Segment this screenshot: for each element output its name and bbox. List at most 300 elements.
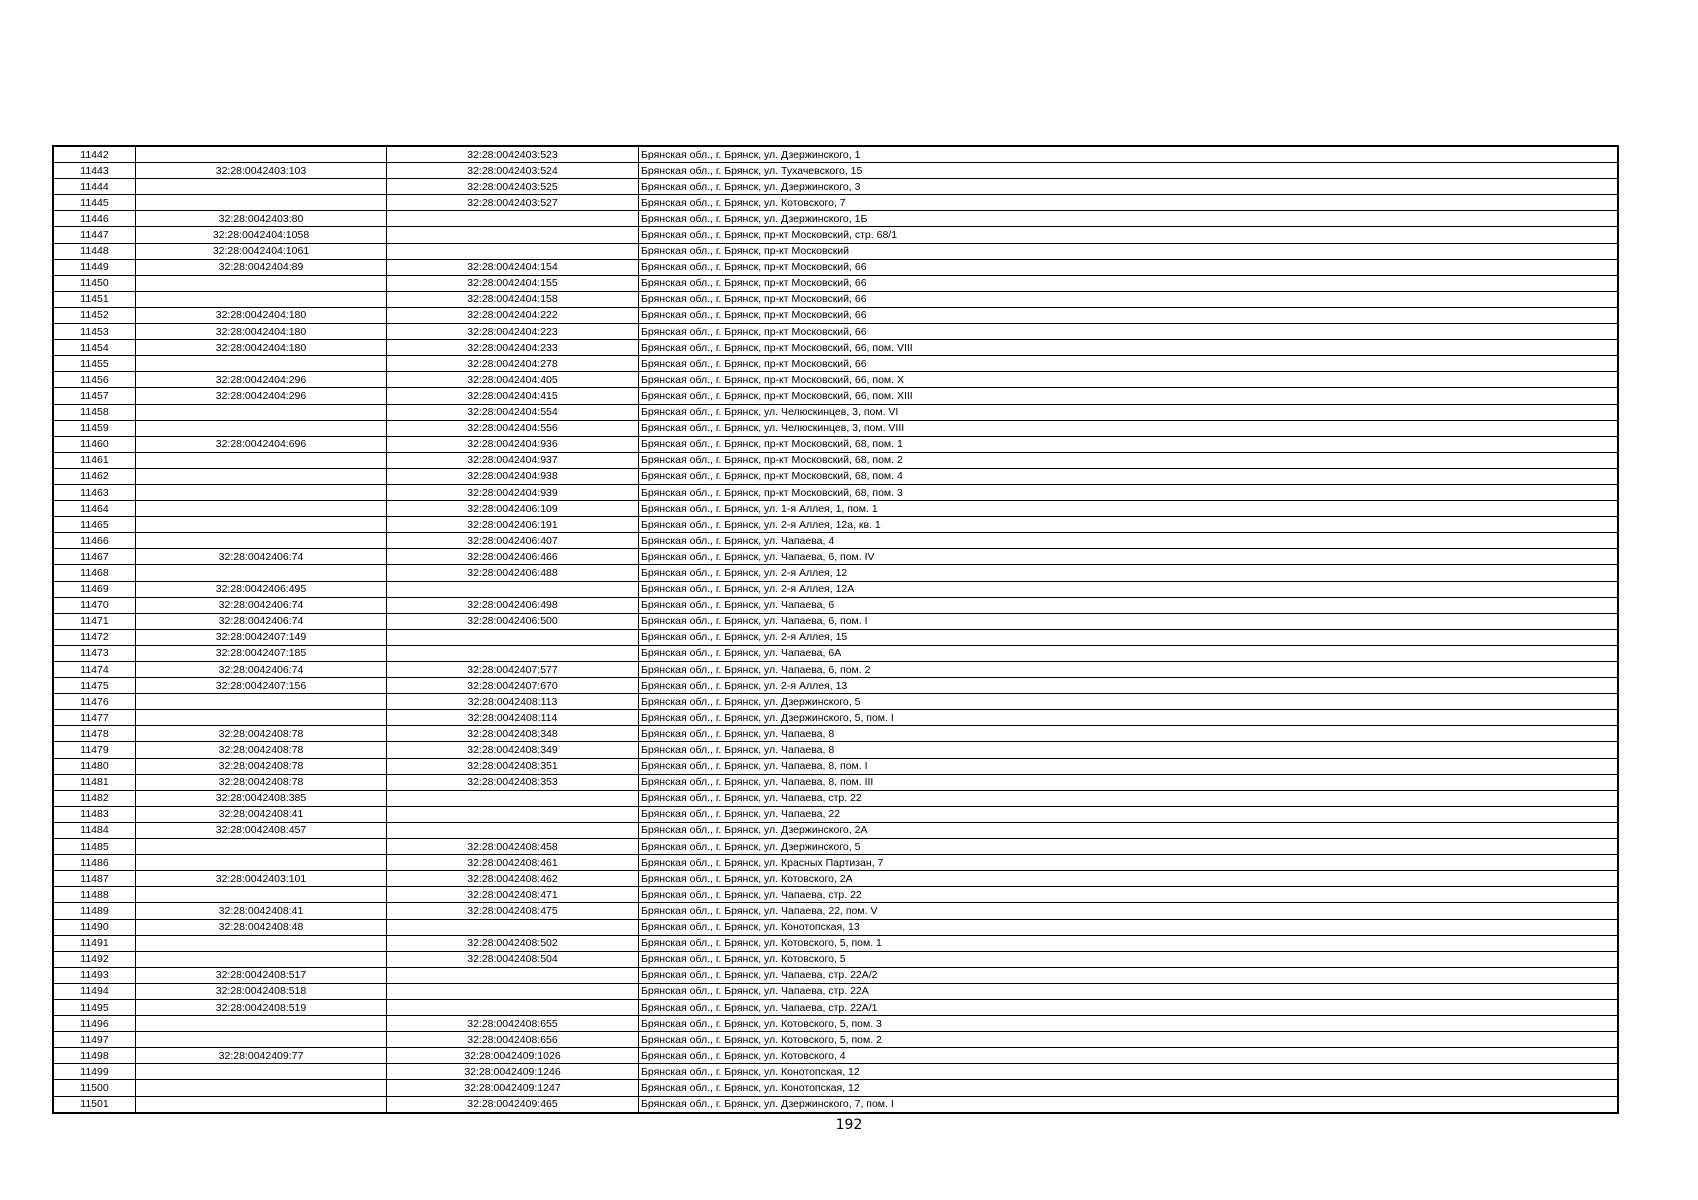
parcel-number-cell: 32:28:0042408:78 — [136, 742, 387, 758]
row-number-cell: 11455 — [53, 356, 136, 372]
row-number-cell: 11452 — [53, 307, 136, 323]
parcel-number-cell: 32:28:0042404:296 — [136, 388, 387, 404]
building-number-cell: 32:28:0042404:556 — [387, 420, 639, 436]
building-number-cell — [387, 629, 639, 645]
parcel-number-cell — [136, 179, 387, 195]
parcel-number-cell — [136, 452, 387, 468]
address-cell: Брянская обл., г. Брянск, ул. Чапаева, стр. 22А/1 — [639, 999, 1619, 1015]
row-number-cell: 11501 — [53, 1096, 136, 1113]
building-number-cell: 32:28:0042408:461 — [387, 855, 639, 871]
table-row — [53, 581, 1618, 597]
building-number-cell — [387, 822, 639, 838]
row-number-cell: 11484 — [53, 822, 136, 838]
row-number-cell: 11468 — [53, 565, 136, 581]
table-row — [53, 1048, 1618, 1064]
parcel-number-cell: 32:28:0042408:385 — [136, 790, 387, 806]
table-row — [53, 967, 1618, 983]
address-cell: Брянская обл., г. Брянск, ул. 2-я Аллея, 12а, кв. 1 — [639, 517, 1619, 533]
table-row — [53, 388, 1618, 404]
address-cell: Брянская обл., г. Брянск, ул. Котовского, 4 — [639, 1048, 1619, 1064]
table-row — [53, 983, 1618, 999]
parcel-number-cell — [136, 887, 387, 903]
page-number: 192 — [835, 1117, 863, 1133]
address-cell: Брянская обл., г. Брянск, ул. Котовского, 2А — [639, 871, 1619, 887]
row-number-cell: 11465 — [53, 517, 136, 533]
row-number-cell: 11496 — [53, 1016, 136, 1032]
building-number-cell — [387, 227, 639, 243]
building-number-cell: 32:28:0042404:936 — [387, 436, 639, 452]
parcel-number-cell: 32:28:0042408:41 — [136, 806, 387, 822]
table-row — [53, 710, 1618, 726]
parcel-number-cell: 32:28:0042404:296 — [136, 372, 387, 388]
address-cell: Брянская обл., г. Брянск, ул. Конотопская, 13 — [639, 919, 1619, 935]
row-number-cell: 11499 — [53, 1064, 136, 1080]
address-cell: Брянская обл., г. Брянск, пр-кт Московский, 66 — [639, 356, 1619, 372]
table-row — [53, 1096, 1618, 1113]
row-number-cell: 11498 — [53, 1048, 136, 1064]
building-number-cell: 32:28:0042404:233 — [387, 340, 639, 356]
parcel-number-cell — [136, 1032, 387, 1048]
address-cell: Брянская обл., г. Брянск, ул. Чапаева, 4 — [639, 533, 1619, 549]
parcel-number-cell — [136, 565, 387, 581]
table-row — [53, 1064, 1618, 1080]
address-cell: Брянская обл., г. Брянск, ул. Чапаева, 8, пом. I — [639, 758, 1619, 774]
building-number-cell: 32:28:0042406:488 — [387, 565, 639, 581]
table-row — [53, 774, 1618, 790]
row-number-cell: 11467 — [53, 549, 136, 565]
parcel-number-cell — [136, 468, 387, 484]
row-number-cell: 11490 — [53, 919, 136, 935]
address-cell: Брянская обл., г. Брянск, пр-кт Московский, 68, пом. 4 — [639, 468, 1619, 484]
parcel-number-cell: 32:28:0042408:78 — [136, 774, 387, 790]
address-cell: Брянская обл., г. Брянск, ул. Чапаева, 8, пом. III — [639, 774, 1619, 790]
table-row — [53, 758, 1618, 774]
row-number-cell: 11469 — [53, 581, 136, 597]
row-number-cell: 11463 — [53, 484, 136, 500]
address-cell: Брянская обл., г. Брянск, ул. Дзержинского, 1Б — [639, 211, 1619, 227]
parcel-number-cell — [136, 484, 387, 500]
building-number-cell: 32:28:0042404:223 — [387, 324, 639, 340]
address-cell: Брянская обл., г. Брянск, ул. Чапаева, стр. 22 — [639, 887, 1619, 903]
row-number-cell: 11446 — [53, 211, 136, 227]
table-row — [53, 372, 1618, 388]
parcel-number-cell: 32:28:0042404:180 — [136, 307, 387, 323]
parcel-number-cell — [136, 404, 387, 420]
building-number-cell: 32:28:0042408:462 — [387, 871, 639, 887]
building-number-cell: 32:28:0042408:655 — [387, 1016, 639, 1032]
row-number-cell: 11494 — [53, 983, 136, 999]
table-row — [53, 484, 1618, 500]
table-row — [53, 356, 1618, 372]
row-number-cell: 11464 — [53, 501, 136, 517]
parcel-number-cell: 32:28:0042409:77 — [136, 1048, 387, 1064]
building-number-cell — [387, 999, 639, 1015]
parcel-number-cell: 32:28:0042404:180 — [136, 324, 387, 340]
row-number-cell: 11460 — [53, 436, 136, 452]
table-row — [53, 404, 1618, 420]
building-number-cell: 32:28:0042408:351 — [387, 758, 639, 774]
row-number-cell: 11470 — [53, 597, 136, 613]
address-cell: Брянская обл., г. Брянск, пр-кт Московский, 66 — [639, 324, 1619, 340]
table-row — [53, 291, 1618, 307]
building-number-cell: 32:28:0042407:670 — [387, 678, 639, 694]
table-row — [53, 211, 1618, 227]
row-number-cell: 11459 — [53, 420, 136, 436]
table-row — [53, 275, 1618, 291]
row-number-cell: 11473 — [53, 645, 136, 661]
row-number-cell: 11479 — [53, 742, 136, 758]
row-number-cell: 11482 — [53, 790, 136, 806]
building-number-cell: 32:28:0042404:937 — [387, 452, 639, 468]
parcel-number-cell: 32:28:0042406:74 — [136, 549, 387, 565]
table-row — [53, 324, 1618, 340]
parcel-number-cell — [136, 951, 387, 967]
address-cell: Брянская обл., г. Брянск, ул. 1-я Аллея, 1, пом. 1 — [639, 501, 1619, 517]
address-cell: Брянская обл., г. Брянск, пр-кт Московский, стр. 68/1 — [639, 227, 1619, 243]
row-number-cell: 11454 — [53, 340, 136, 356]
row-number-cell: 11477 — [53, 710, 136, 726]
building-number-cell: 32:28:0042408:458 — [387, 839, 639, 855]
table-row — [53, 678, 1618, 694]
table-row — [53, 227, 1618, 243]
parcel-number-cell — [136, 533, 387, 549]
address-cell: Брянская обл., г. Брянск, пр-кт Московский, 66 — [639, 291, 1619, 307]
parcel-number-cell — [136, 517, 387, 533]
row-number-cell: 11444 — [53, 179, 136, 195]
row-number-cell: 11443 — [53, 163, 136, 179]
building-number-cell: 32:28:0042404:938 — [387, 468, 639, 484]
address-cell: Брянская обл., г. Брянск, ул. Дзержинского, 5 — [639, 694, 1619, 710]
building-number-cell: 32:28:0042408:113 — [387, 694, 639, 710]
building-number-cell: 32:28:0042404:155 — [387, 275, 639, 291]
parcel-number-cell: 32:28:0042403:80 — [136, 211, 387, 227]
address-cell: Брянская обл., г. Брянск, ул. Чапаева, 6, пом. IV — [639, 549, 1619, 565]
parcel-number-cell: 32:28:0042408:48 — [136, 919, 387, 935]
row-number-cell: 11448 — [53, 243, 136, 259]
table-row — [53, 790, 1618, 806]
building-number-cell — [387, 806, 639, 822]
address-cell: Брянская обл., г. Брянск, ул. 2-я Аллея, 12 — [639, 565, 1619, 581]
table-row — [53, 694, 1618, 710]
table-row — [53, 307, 1618, 323]
parcel-number-cell: 32:28:0042404:1061 — [136, 243, 387, 259]
address-cell: Брянская обл., г. Брянск, пр-кт Московский, 66, пом. XIII — [639, 388, 1619, 404]
building-number-cell: 32:28:0042408:475 — [387, 903, 639, 919]
building-number-cell — [387, 967, 639, 983]
table-row — [53, 726, 1618, 742]
table-row — [53, 1032, 1618, 1048]
parcel-number-cell: 32:28:0042408:78 — [136, 758, 387, 774]
parcel-number-cell — [136, 420, 387, 436]
address-cell: Брянская обл., г. Брянск, ул. Дзержинского, 2А — [639, 822, 1619, 838]
table-row — [53, 420, 1618, 436]
parcel-number-cell: 32:28:0042406:74 — [136, 662, 387, 678]
address-cell: Брянская обл., г. Брянск, ул. Котовского, 5, пом. 2 — [639, 1032, 1619, 1048]
row-number-cell: 11447 — [53, 227, 136, 243]
address-cell: Брянская обл., г. Брянск, пр-кт Московский, 68, пом. 1 — [639, 436, 1619, 452]
row-number-cell: 11472 — [53, 629, 136, 645]
row-number-cell: 11495 — [53, 999, 136, 1015]
table-row — [53, 243, 1618, 259]
address-cell: Брянская обл., г. Брянск, ул. Котовского, 5, пом. 3 — [639, 1016, 1619, 1032]
parcel-number-cell — [136, 356, 387, 372]
address-cell: Брянская обл., г. Брянск, ул. 2-я Аллея, 12А — [639, 581, 1619, 597]
address-cell: Брянская обл., г. Брянск, ул. Тухачевского, 15 — [639, 163, 1619, 179]
row-number-cell: 11449 — [53, 259, 136, 275]
parcel-number-cell — [136, 839, 387, 855]
address-cell: Брянская обл., г. Брянск, ул. Конотопская, 12 — [639, 1080, 1619, 1096]
address-cell: Брянская обл., г. Брянск, ул. 2-я Аллея, 15 — [639, 629, 1619, 645]
address-cell: Брянская обл., г. Брянск, пр-кт Московский, 68, пом. 2 — [639, 452, 1619, 468]
row-number-cell: 11445 — [53, 195, 136, 211]
parcel-number-cell: 32:28:0042403:101 — [136, 871, 387, 887]
building-number-cell: 32:28:0042404:222 — [387, 307, 639, 323]
address-cell: Брянская обл., г. Брянск, ул. Дзержинского, 5 — [639, 839, 1619, 855]
table-row — [53, 179, 1618, 195]
parcel-number-cell — [136, 195, 387, 211]
building-number-cell: 32:28:0042408:353 — [387, 774, 639, 790]
building-number-cell: 32:28:0042406:500 — [387, 613, 639, 629]
address-cell: Брянская обл., г. Брянск, пр-кт Московский, 66, пом. X — [639, 372, 1619, 388]
table-row — [53, 951, 1618, 967]
table-row — [53, 839, 1618, 855]
building-number-cell — [387, 645, 639, 661]
row-number-cell: 11442 — [53, 146, 136, 163]
parcel-number-cell — [136, 501, 387, 517]
building-number-cell: 32:28:0042403:527 — [387, 195, 639, 211]
building-number-cell: 32:28:0042408:504 — [387, 951, 639, 967]
address-cell: Брянская обл., г. Брянск, ул. 2-я Аллея, 13 — [639, 678, 1619, 694]
building-number-cell: 32:28:0042407:577 — [387, 662, 639, 678]
row-number-cell: 11497 — [53, 1032, 136, 1048]
table-row — [53, 855, 1618, 871]
table-row — [53, 645, 1618, 661]
row-number-cell: 11478 — [53, 726, 136, 742]
table-row — [53, 806, 1618, 822]
address-cell: Брянская обл., г. Брянск, ул. Дзержинского, 3 — [639, 179, 1619, 195]
registry-table-body — [53, 146, 1618, 1113]
table-row — [53, 146, 1618, 163]
parcel-number-cell: 32:28:0042408:41 — [136, 903, 387, 919]
parcel-number-cell: 32:28:0042408:517 — [136, 967, 387, 983]
address-cell: Брянская обл., г. Брянск, пр-кт Московский, 66 — [639, 259, 1619, 275]
building-number-cell: 32:28:0042404:415 — [387, 388, 639, 404]
table-row — [53, 259, 1618, 275]
table-row — [53, 468, 1618, 484]
table-row — [53, 195, 1618, 211]
address-cell: Брянская обл., г. Брянск, ул. Челюскинцев, 3, пом. VI — [639, 404, 1619, 420]
address-cell: Брянская обл., г. Брянск, ул. Чапаева, 6 — [639, 597, 1619, 613]
address-cell: Брянская обл., г. Брянск, пр-кт Московский, 66 — [639, 275, 1619, 291]
parcel-number-cell — [136, 935, 387, 951]
building-number-cell: 32:28:0042408:348 — [387, 726, 639, 742]
table-row — [53, 1016, 1618, 1032]
row-number-cell: 11485 — [53, 839, 136, 855]
address-cell: Брянская обл., г. Брянск, ул. Конотопская, 12 — [639, 1064, 1619, 1080]
parcel-number-cell: 32:28:0042407:149 — [136, 629, 387, 645]
parcel-number-cell: 32:28:0042406:495 — [136, 581, 387, 597]
address-cell: Брянская обл., г. Брянск, пр-кт Московский, 68, пом. 3 — [639, 484, 1619, 500]
address-cell: Брянская обл., г. Брянск, ул. Котовского, 5, пом. 1 — [639, 935, 1619, 951]
row-number-cell: 11474 — [53, 662, 136, 678]
parcel-number-cell — [136, 1016, 387, 1032]
building-number-cell: 32:28:0042409:1247 — [387, 1080, 639, 1096]
building-number-cell: 32:28:0042408:114 — [387, 710, 639, 726]
row-number-cell: 11476 — [53, 694, 136, 710]
parcel-number-cell: 32:28:0042408:78 — [136, 726, 387, 742]
parcel-number-cell — [136, 1080, 387, 1096]
address-cell: Брянская обл., г. Брянск, ул. Чапаева, 6, пом. I — [639, 613, 1619, 629]
parcel-number-cell — [136, 291, 387, 307]
building-number-cell: 32:28:0042404:554 — [387, 404, 639, 420]
building-number-cell: 32:28:0042406:498 — [387, 597, 639, 613]
building-number-cell: 32:28:0042404:405 — [387, 372, 639, 388]
building-number-cell: 32:28:0042404:158 — [387, 291, 639, 307]
address-cell: Брянская обл., г. Брянск, ул. Красных Партизан, 7 — [639, 855, 1619, 871]
row-number-cell: 11491 — [53, 935, 136, 951]
table-row — [53, 1080, 1618, 1096]
building-number-cell: 32:28:0042404:278 — [387, 356, 639, 372]
parcel-number-cell: 32:28:0042404:89 — [136, 259, 387, 275]
table-row — [53, 533, 1618, 549]
row-number-cell: 11457 — [53, 388, 136, 404]
address-cell: Брянская обл., г. Брянск, пр-кт Московский — [639, 243, 1619, 259]
table-row — [53, 517, 1618, 533]
building-number-cell: 32:28:0042406:109 — [387, 501, 639, 517]
address-cell: Брянская обл., г. Брянск, ул. Чапаева, 22 — [639, 806, 1619, 822]
building-number-cell: 32:28:0042406:191 — [387, 517, 639, 533]
building-number-cell: 32:28:0042408:502 — [387, 935, 639, 951]
row-number-cell: 11487 — [53, 871, 136, 887]
parcel-number-cell — [136, 1064, 387, 1080]
parcel-number-cell: 32:28:0042408:518 — [136, 983, 387, 999]
building-number-cell: 32:28:0042409:1026 — [387, 1048, 639, 1064]
parcel-number-cell — [136, 855, 387, 871]
address-cell: Брянская обл., г. Брянск, ул. Котовского, 5 — [639, 951, 1619, 967]
table-row — [53, 887, 1618, 903]
parcel-number-cell: 32:28:0042408:519 — [136, 999, 387, 1015]
building-number-cell: 32:28:0042409:465 — [387, 1096, 639, 1113]
address-cell: Брянская обл., г. Брянск, ул. Дзержинского, 5, пом. I — [639, 710, 1619, 726]
row-number-cell: 11489 — [53, 903, 136, 919]
table-row — [53, 919, 1618, 935]
building-number-cell: 32:28:0042404:939 — [387, 484, 639, 500]
parcel-number-cell: 32:28:0042408:457 — [136, 822, 387, 838]
table-row — [53, 999, 1618, 1015]
row-number-cell: 11492 — [53, 951, 136, 967]
building-number-cell: 32:28:0042403:523 — [387, 146, 639, 163]
address-cell: Брянская обл., г. Брянск, ул. Чапаева, 8 — [639, 726, 1619, 742]
parcel-number-cell: 32:28:0042404:696 — [136, 436, 387, 452]
table-row — [53, 613, 1618, 629]
building-number-cell: 32:28:0042408:349 — [387, 742, 639, 758]
table-row — [53, 163, 1618, 179]
row-number-cell: 11493 — [53, 967, 136, 983]
table-row — [53, 452, 1618, 468]
row-number-cell: 11500 — [53, 1080, 136, 1096]
row-number-cell: 11471 — [53, 613, 136, 629]
row-number-cell: 11475 — [53, 678, 136, 694]
building-number-cell: 32:28:0042406:466 — [387, 549, 639, 565]
table-row — [53, 629, 1618, 645]
building-number-cell: 32:28:0042408:656 — [387, 1032, 639, 1048]
table-row — [53, 597, 1618, 613]
address-cell: Брянская обл., г. Брянск, ул. Чапаева, 22, пом. V — [639, 903, 1619, 919]
address-cell: Брянская обл., г. Брянск, ул. Чапаева, стр. 22 — [639, 790, 1619, 806]
row-number-cell: 11486 — [53, 855, 136, 871]
row-number-cell: 11461 — [53, 452, 136, 468]
parcel-number-cell — [136, 275, 387, 291]
building-number-cell — [387, 243, 639, 259]
address-cell: Брянская обл., г. Брянск, ул. Чапаева, 8 — [639, 742, 1619, 758]
table-row — [53, 436, 1618, 452]
address-cell: Брянская обл., г. Брянск, ул. Дзержинского, 1 — [639, 146, 1619, 163]
table-row — [53, 549, 1618, 565]
building-number-cell: 32:28:0042404:154 — [387, 259, 639, 275]
parcel-number-cell — [136, 694, 387, 710]
parcel-number-cell: 32:28:0042406:74 — [136, 597, 387, 613]
row-number-cell: 11488 — [53, 887, 136, 903]
parcel-number-cell: 32:28:0042407:185 — [136, 645, 387, 661]
table-row — [53, 903, 1618, 919]
table-row — [53, 501, 1618, 517]
parcel-number-cell: 32:28:0042404:1058 — [136, 227, 387, 243]
building-number-cell — [387, 983, 639, 999]
row-number-cell: 11456 — [53, 372, 136, 388]
parcel-number-cell — [136, 146, 387, 163]
table-row — [53, 742, 1618, 758]
building-number-cell: 32:28:0042403:525 — [387, 179, 639, 195]
address-cell: Брянская обл., г. Брянск, пр-кт Московский, 66, пом. VIII — [639, 340, 1619, 356]
address-cell: Брянская обл., г. Брянск, ул. Чапаева, стр. 22А — [639, 983, 1619, 999]
row-number-cell: 11453 — [53, 324, 136, 340]
building-number-cell: 32:28:0042403:524 — [387, 163, 639, 179]
table-row — [53, 935, 1618, 951]
address-cell: Брянская обл., г. Брянск, ул. Чапаева, стр. 22А/2 — [639, 967, 1619, 983]
table-row — [53, 340, 1618, 356]
building-number-cell: 32:28:0042406:407 — [387, 533, 639, 549]
table-row — [53, 565, 1618, 581]
building-number-cell — [387, 581, 639, 597]
building-number-cell — [387, 211, 639, 227]
parcel-number-cell: 32:28:0042407:156 — [136, 678, 387, 694]
row-number-cell: 11458 — [53, 404, 136, 420]
row-number-cell: 11462 — [53, 468, 136, 484]
building-number-cell — [387, 790, 639, 806]
parcel-number-cell: 32:28:0042403:103 — [136, 163, 387, 179]
address-cell: Брянская обл., г. Брянск, ул. Чапаева, 6А — [639, 645, 1619, 661]
row-number-cell: 11483 — [53, 806, 136, 822]
row-number-cell: 11481 — [53, 774, 136, 790]
parcel-number-cell: 32:28:0042406:74 — [136, 613, 387, 629]
building-number-cell: 32:28:0042408:471 — [387, 887, 639, 903]
building-number-cell: 32:28:0042409:1246 — [387, 1064, 639, 1080]
parcel-number-cell — [136, 710, 387, 726]
address-cell: Брянская обл., г. Брянск, пр-кт Московский, 66 — [639, 307, 1619, 323]
registry-table — [52, 145, 1619, 1114]
row-number-cell: 11480 — [53, 758, 136, 774]
address-cell: Брянская обл., г. Брянск, ул. Челюскинцев, 3, пом. VIII — [639, 420, 1619, 436]
parcel-number-cell — [136, 1096, 387, 1113]
table-row — [53, 662, 1618, 678]
building-number-cell — [387, 919, 639, 935]
address-cell: Брянская обл., г. Брянск, ул. Чапаева, 6, пом. 2 — [639, 662, 1619, 678]
row-number-cell: 11451 — [53, 291, 136, 307]
table-row — [53, 871, 1618, 887]
address-cell: Брянская обл., г. Брянск, ул. Дзержинского, 7, пом. I — [639, 1096, 1619, 1113]
row-number-cell: 11466 — [53, 533, 136, 549]
row-number-cell: 11450 — [53, 275, 136, 291]
